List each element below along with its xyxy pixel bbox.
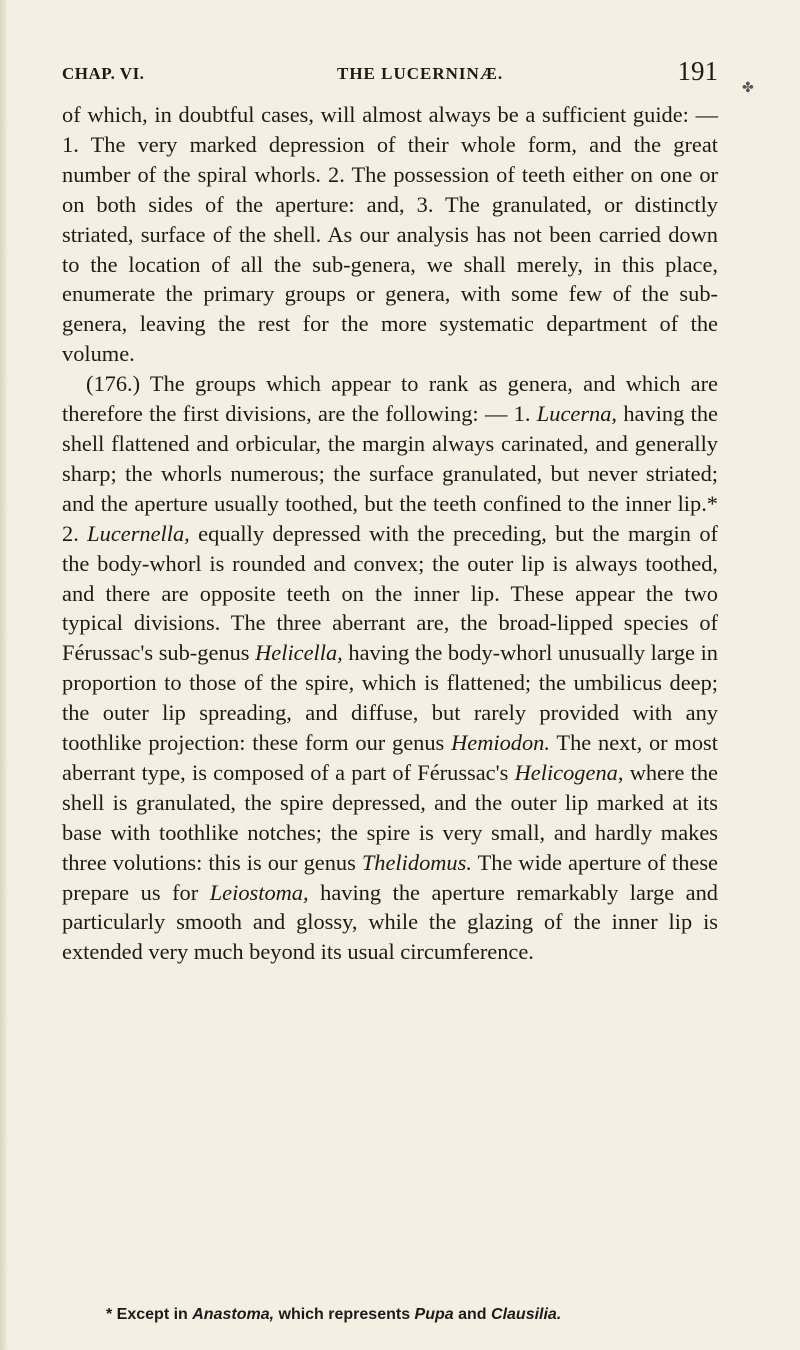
- margin-mark: ✤: [742, 80, 754, 96]
- paragraph-176: [62, 369, 718, 967]
- text-run: having the aperture remarkably large and particularly smooth and glossy, while the glazing of the inner lip is extended very much beyond its usual circumference.: [62, 879, 718, 965]
- italic-term: Hemiodon.: [451, 730, 550, 756]
- italic-term: Lucernella,: [87, 520, 190, 546]
- italic-term: Helicella,: [255, 640, 343, 666]
- text-run: where the shell is granulated, the spire depressed, and the outer lip marked at its base with toothlike notches; the spire is very small, and hardly makes three volutions: this is our genus: [62, 759, 718, 875]
- text-run: of which, in doubtful cases, will almost always be a sufficient guide: —1. The very marked depression of their whole form, and the great number of the spiral whorls. 2. The possession of teeth either on one or on both sides of the aperture: and, 3. The granulated, or distinctly striated, surface of the shell. As our analysis has not been carried down to the location of all the sub-genera, we shall merely, in this place, enumerate the primary groups or genera, with some few of the sub-genera, leaving the rest for the more systematic department of the volume.: [62, 102, 718, 367]
- text-run: The wide aperture of these prepare us for: [62, 849, 718, 905]
- italic-term: Lucerna,: [536, 401, 618, 427]
- text-run: (176.) The groups which appear to rank as genera, and which are therefore the first divisions, are the following: — 1.: [62, 371, 718, 427]
- text-run: and: [453, 1306, 492, 1323]
- italic-term: Anastoma,: [192, 1306, 275, 1323]
- footnote: [106, 1306, 726, 1324]
- text-run: The next, or most aberrant type, is composed of a part of Férussac's: [62, 730, 718, 785]
- running-title: THE LUCERNINÆ.: [337, 64, 504, 83]
- chapter-label: CHAP. VI.: [62, 64, 145, 83]
- italic-term: Helicogena,: [514, 759, 624, 785]
- text-run: having the body-whorl unusually large in proportion to those of the spire, which is flattened; the umbilicus deep; the outer lip spreading, and diffuse, but rarely provided with any toothlike projection: these form our genus: [62, 640, 719, 756]
- text-run: * Except in: [106, 1306, 193, 1323]
- text-run: equally depressed with the preceding, but the margin of the body-whorl is rounded and convex; the outer lip is always toothed, and there are opposite teeth on the inner lip. These appear the two typical divisions. The three aberrant are, the broad-lipped species of Férussac's sub-genus: [62, 520, 719, 666]
- page-number: 191: [677, 56, 718, 86]
- italic-term: Leiostoma,: [209, 879, 309, 905]
- text-run: which represents: [274, 1306, 415, 1323]
- paragraph-continuation: [62, 100, 718, 369]
- page-binding-edge: [0, 0, 8, 1350]
- italic-term: Pupa: [414, 1306, 454, 1323]
- body-text: [62, 100, 718, 967]
- text-run: having the shell flattened and orbicular, the margin always carinated, and generally sharp; the whorls numerous; the surface granulated, but never striated; and the aperture usually toothed, but the teeth confined to the inner lip.* 2.: [62, 401, 718, 546]
- running-header: [62, 56, 718, 92]
- italic-term: Clausilia.: [491, 1306, 562, 1323]
- italic-term: Thelidomus.: [361, 849, 472, 875]
